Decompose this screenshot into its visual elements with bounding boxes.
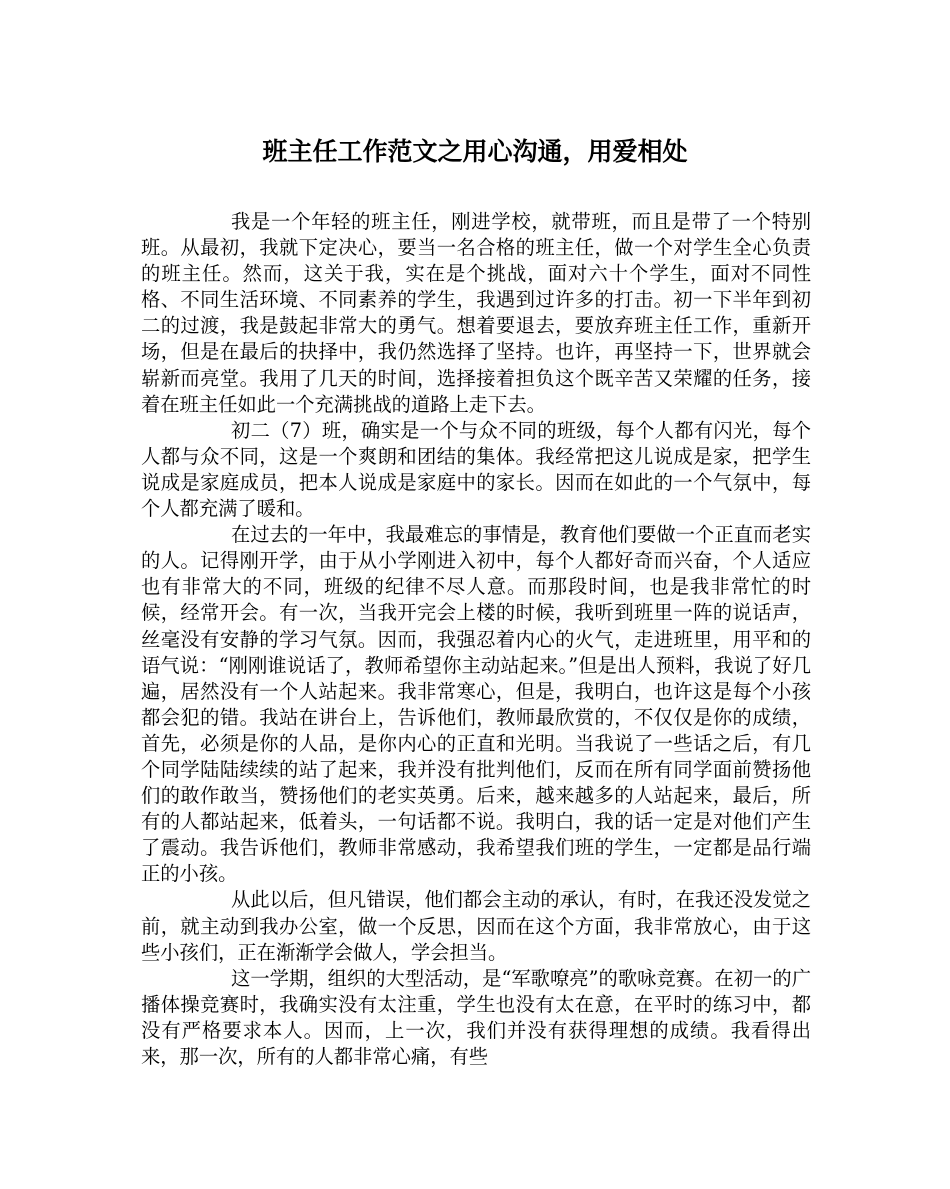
paragraph: 从此以后，但凡错误，他们都会主动的承认，有时，在我还没发觉之前，就主动到我办公室，做一个反思，因而在这个方面，我非常放心，由于这些小孩们，正在渐渐学会做人，学会担当。 <box>141 888 811 964</box>
paragraph: 初二（7）班，确实是一个与众不同的班级，每个人都有闪光，每个人都与众不同，这是一个爽朗和团结的集体。我经常把这儿说成是家，把学生说成是家庭成员，把本人说成是家庭中的家长。因而在如此的一个气氛中，每个人都充满了暖和。 <box>141 418 811 521</box>
document-body <box>141 209 811 1070</box>
paragraph: 在过去的一年中，我最难忘的事情是，教育他们要做一个正直而老实的人。记得刚开学，由于从小学刚进入初中，每个人都好奇而兴奋，个人适应也有非常大的不同，班级的纪律不尽人意。而那段时间，也是我非常忙的时候，经常开会。有一次，当我开完会上楼的时候，我听到班里一阵的说话声，丝毫没有安静的学习气氛。因而，我强忍着内心的火气，走进班里，用平和的语气说：“刚刚谁说话了，教师希望你主动站起来。”但是出人预料，我说了好几遍，居然没有一个人站起来。我非常寒心，但是，我明白，也许这是每个小孩都会犯的错。我站在讲台上，告诉他们，教师最欣赏的，不仅仅是你的成绩，首先，必须是你的人品，是你内心的正直和光明。当我说了一些话之后，有几个同学陆陆续续的站了起来，我并没有批判他们，反而在所有同学面前赞扬他们的敢作敢当，赞扬他们的老实英勇。后来，越来越多的人站起来，最后，所有的人都站起来，低着头，一句话都不说。我明白，我的话一定是对他们产生了震动。我告诉他们，教师非常感动，我希望我们班的学生，一定都是品行端正的小孩。 <box>141 523 811 886</box>
document-title: 班主任工作范文之用心沟通，用爱相处 <box>262 137 688 166</box>
paragraph: 我是一个年轻的班主任，刚进学校，就带班，而且是带了一个特别班。从最初，我就下定决心，要当一名合格的班主任，做一个对学生全心负责的班主任。然而，这关于我，实在是个挑战，面对六十个学生，面对不同性格、不同生活环境、不同素养的学生，我遇到过许多的打击。初一下半年到初二的过渡，我是鼓起非常大的勇气。想着要退去，要放弃班主任工作，重新开场，但是在最后的抉择中，我仍然选择了坚持。也许，再坚持一下，世界就会崭新而亮堂。我用了几天的时间，选择接着担负这个既辛苦又荣耀的任务，接着在班主任如此一个充满挑战的道路上走下去。 <box>141 210 811 416</box>
paragraph: 这一学期，组织的大型活动，是“军歌嘹亮”的歌咏竞赛。在初一的广播体操竞赛时，我确实没有太注重，学生也没有太在意，在平时的练习中，都没有严格要求本人。因而，上一次，我们并没有获得理想的成绩。我看得出来，那一次，所有的人都非常心痛，有些 <box>141 966 811 1068</box>
